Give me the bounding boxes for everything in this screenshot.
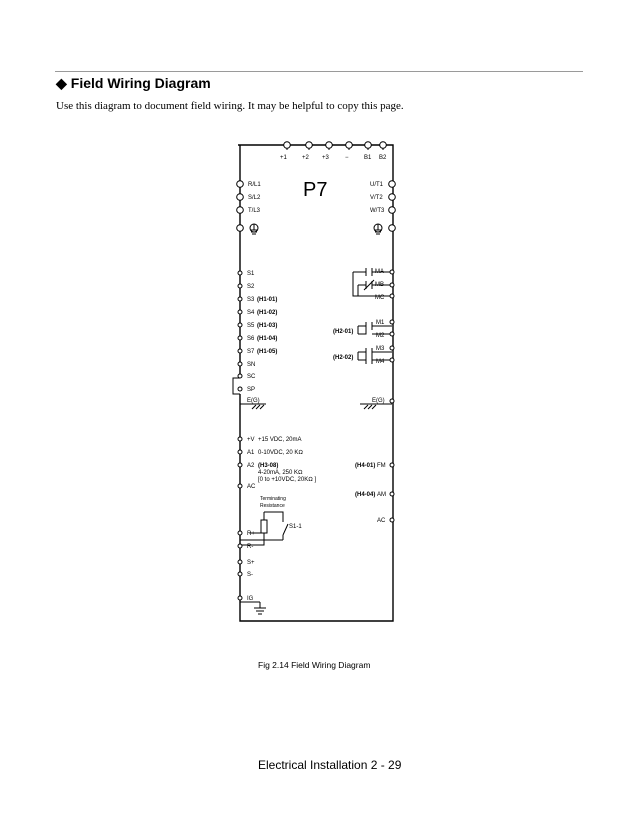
relay-label: MA [375,269,384,275]
digital-input-label: S6 [247,336,255,342]
digital-input-label: SN [247,362,256,368]
digital-input-label: E(G) [247,398,260,404]
figure-caption: Fig 2.14 Field Wiring Diagram [258,660,371,670]
am-label: AM [377,492,386,498]
output-label: U/T1 [370,182,384,188]
digital-input-label: SC [247,374,256,380]
ac-right-label: AC [377,518,386,524]
switch-label: S1-1 [289,524,302,530]
comm-label: R+ [247,531,255,537]
section-title-text: Field Wiring Diagram [70,75,211,91]
analog-label: A2 [247,463,255,469]
output-label: V/T2 [370,195,383,201]
analog-label: A1 [247,450,255,456]
digital-input-note: (H1-01) [257,297,278,303]
analog-desc: 0-10VDC, 20 KΩ [258,450,303,456]
drive-outline [238,145,393,621]
ig-label: IG [247,596,254,602]
terminal-label: − [345,155,349,161]
relay-label: MC [375,295,385,301]
terminating-label: Resistance [260,503,285,509]
digital-input-label: S4 [247,310,255,316]
multi-output-label: M1 [376,320,385,326]
comm-label: S- [247,572,253,578]
terminal-label: +3 [322,155,329,161]
digital-input-note: (H1-03) [257,323,278,329]
model-label: P7 [303,179,328,201]
terminal-label: +2 [302,155,309,161]
analog-desc: 4-20mA, 250 KΩ [258,470,303,476]
ground-label: E(G) [372,398,385,404]
analog-desc: [0 to +10VDC, 20KΩ ] [258,477,317,483]
multi-output-label: M2 [376,333,385,339]
relay-label: MB [375,282,384,288]
digital-input-note: (H1-05) [257,349,278,355]
input-label: T/L3 [248,208,261,214]
digital-input-label: S1 [247,271,255,277]
intro-text: Use this diagram to document field wiring. It may be helpful to copy this page. [56,100,404,112]
terminal-label: B2 [379,155,387,161]
digital-input-label: SP [247,387,256,393]
digital-input-label: S2 [247,284,255,290]
digital-input-label: S7 [247,349,255,355]
fm-label: FM [377,463,386,469]
comm-label: S+ [247,560,255,566]
page-footer: Electrical Installation 2 - 29 [258,758,402,772]
multi-output-note: (H2-02) [333,355,354,361]
digital-input-label: S5 [247,323,255,329]
am-note: (H4-04) [355,492,376,498]
terminal-label: +1 [280,155,287,161]
digital-input-note: (H1-02) [257,310,278,316]
terminating-label: Terminating [260,496,286,502]
multi-output-label: M3 [376,346,385,352]
analog-label: AC [247,484,256,490]
output-label: W/T3 [370,208,385,214]
multi-output-note: (H2-01) [333,329,354,335]
input-label: R/L1 [248,182,261,188]
digital-input-label: S3 [247,297,255,303]
input-label: S/L2 [248,195,261,201]
analog-label: +V [247,437,255,443]
terminal-label: B1 [364,155,372,161]
diamond-icon: ◆ [56,75,67,91]
analog-desc: +15 VDC, 20mA [258,437,302,443]
multi-output-label: M4 [376,359,385,365]
analog-note: (H3-08) [258,463,279,469]
digital-input-note: (H1-04) [257,336,278,342]
comm-label: R- [247,544,254,550]
fm-note: (H4-01) [355,463,376,469]
